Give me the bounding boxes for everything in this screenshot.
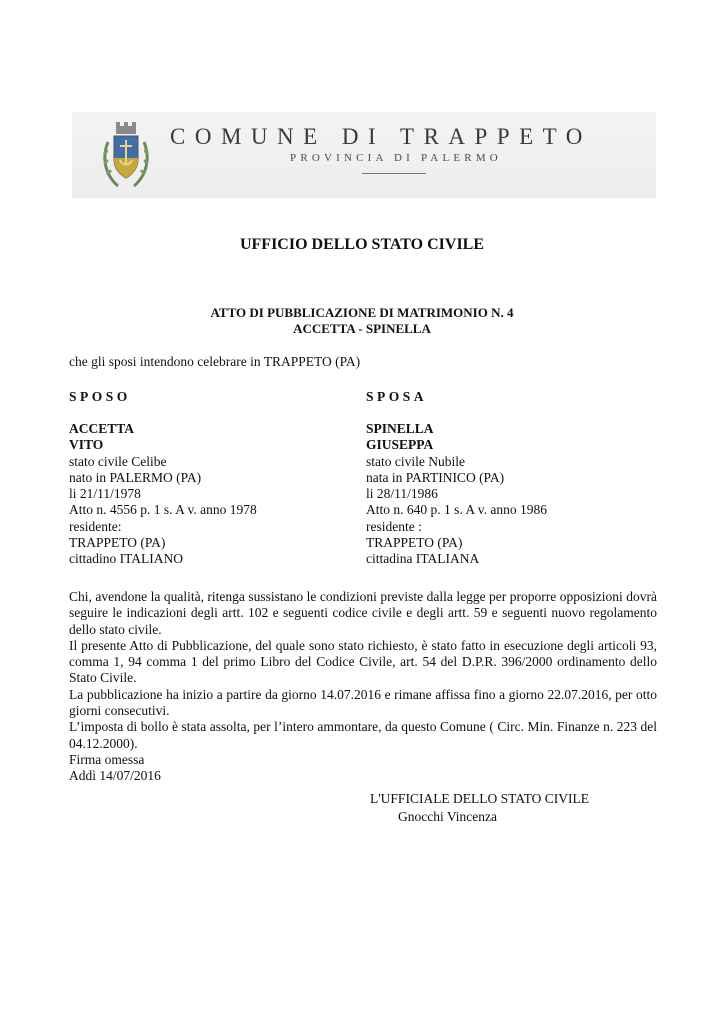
coat-of-arms-icon bbox=[100, 120, 152, 192]
bride-name: GIUSEPPA bbox=[366, 437, 434, 453]
bride-details bbox=[366, 421, 547, 568]
document-date: Addì 14/07/2016 bbox=[69, 768, 161, 784]
bride-birthdate: li 28/11/1986 bbox=[366, 486, 438, 502]
act-title-line2: ACCETTA - SPINELLA bbox=[293, 321, 431, 336]
act-title-line1: ATTO DI PUBBLICAZIONE DI MATRIMONIO N. 4 bbox=[210, 305, 514, 320]
bride-surname: SPINELLA bbox=[366, 421, 434, 436]
bride-birthplace: nata in PARTINICO (PA) bbox=[366, 469, 505, 485]
legal-basis-paragraph: Il presente Atto di Pubblicazione, del quale sono stato richiesto, è stato fatto in esecuzione degli articoli 93, comma 1, 94 comma 1 del primo Libro del Codice Civile, art. 54 del D.P.R. 396/2000 ordinamento dello Stato Civile. bbox=[69, 637, 657, 686]
town-name: COMUNE DI TRAPPETO bbox=[170, 124, 592, 149]
signature-block bbox=[370, 790, 589, 826]
opposition-paragraph: Chi, avendone la qualità, ritenga sussistano le condizioni previste dalla legge per proporre opposizioni dovrà seguire le indicazioni degli artt. 102 e seguenti codice civile e degli artt. 59 e seguenti nuovo regolamento dello stato civile. bbox=[69, 589, 657, 637]
header-divider bbox=[362, 173, 426, 174]
bride-civil-status: stato civile Nubile bbox=[366, 453, 465, 469]
official-role: L'UFFICIALE DELLO STATO CIVILE bbox=[370, 791, 589, 806]
bride-residence: TRAPPETO (PA) bbox=[366, 535, 463, 551]
publication-period-paragraph: La pubblicazione ha inizio a partire da giorno 14.07.2016 e rimane affissa fino a giorno 22.07.2016, per otto giorni consecutivi. bbox=[69, 686, 657, 719]
groom-birthdate: li 21/11/1978 bbox=[69, 486, 141, 502]
bride-citizenship: cittadina ITALIANA bbox=[366, 551, 480, 567]
bride-residence-label: residente : bbox=[366, 518, 422, 534]
groom-residence: TRAPPETO (PA) bbox=[69, 535, 166, 551]
official-name: Gnocchi Vincenza bbox=[398, 809, 498, 824]
notice-body bbox=[69, 589, 657, 785]
groom-record: Atto n. 4556 p. 1 s. A v. anno 1978 bbox=[69, 502, 257, 518]
bride-heading: SPOSA bbox=[366, 389, 428, 404]
groom-birthplace: nato in PALERMO (PA) bbox=[69, 469, 202, 485]
groom-surname: ACCETTA bbox=[69, 421, 135, 436]
groom-details bbox=[69, 421, 257, 568]
groom-civil-status: stato civile Celibe bbox=[69, 453, 167, 469]
act-title bbox=[0, 305, 724, 337]
groom-heading: SPOSO bbox=[69, 389, 131, 404]
intro-line: che gli sposi intendono celebrare in TRAPPETO (PA) bbox=[69, 354, 361, 369]
stamp-duty-paragraph: L’imposta di bollo è stata assolta, per l’intero ammontare, da questo Comune ( Circ. Min. Finanze n. 223 del 04.12.2000). bbox=[69, 719, 657, 751]
bride-record: Atto n. 640 p. 1 s. A v. anno 1986 bbox=[366, 502, 548, 518]
signature-note: Firma omessa bbox=[69, 751, 145, 767]
groom-name: VITO bbox=[69, 437, 104, 453]
office-title: UFFICIO DELLO STATO CIVILE bbox=[239, 236, 485, 253]
groom-citizenship: cittadino ITALIANO bbox=[69, 551, 184, 567]
groom-residence-label: residente: bbox=[69, 518, 122, 534]
province-name: PROVINCIA DI PALERMO bbox=[290, 152, 502, 164]
